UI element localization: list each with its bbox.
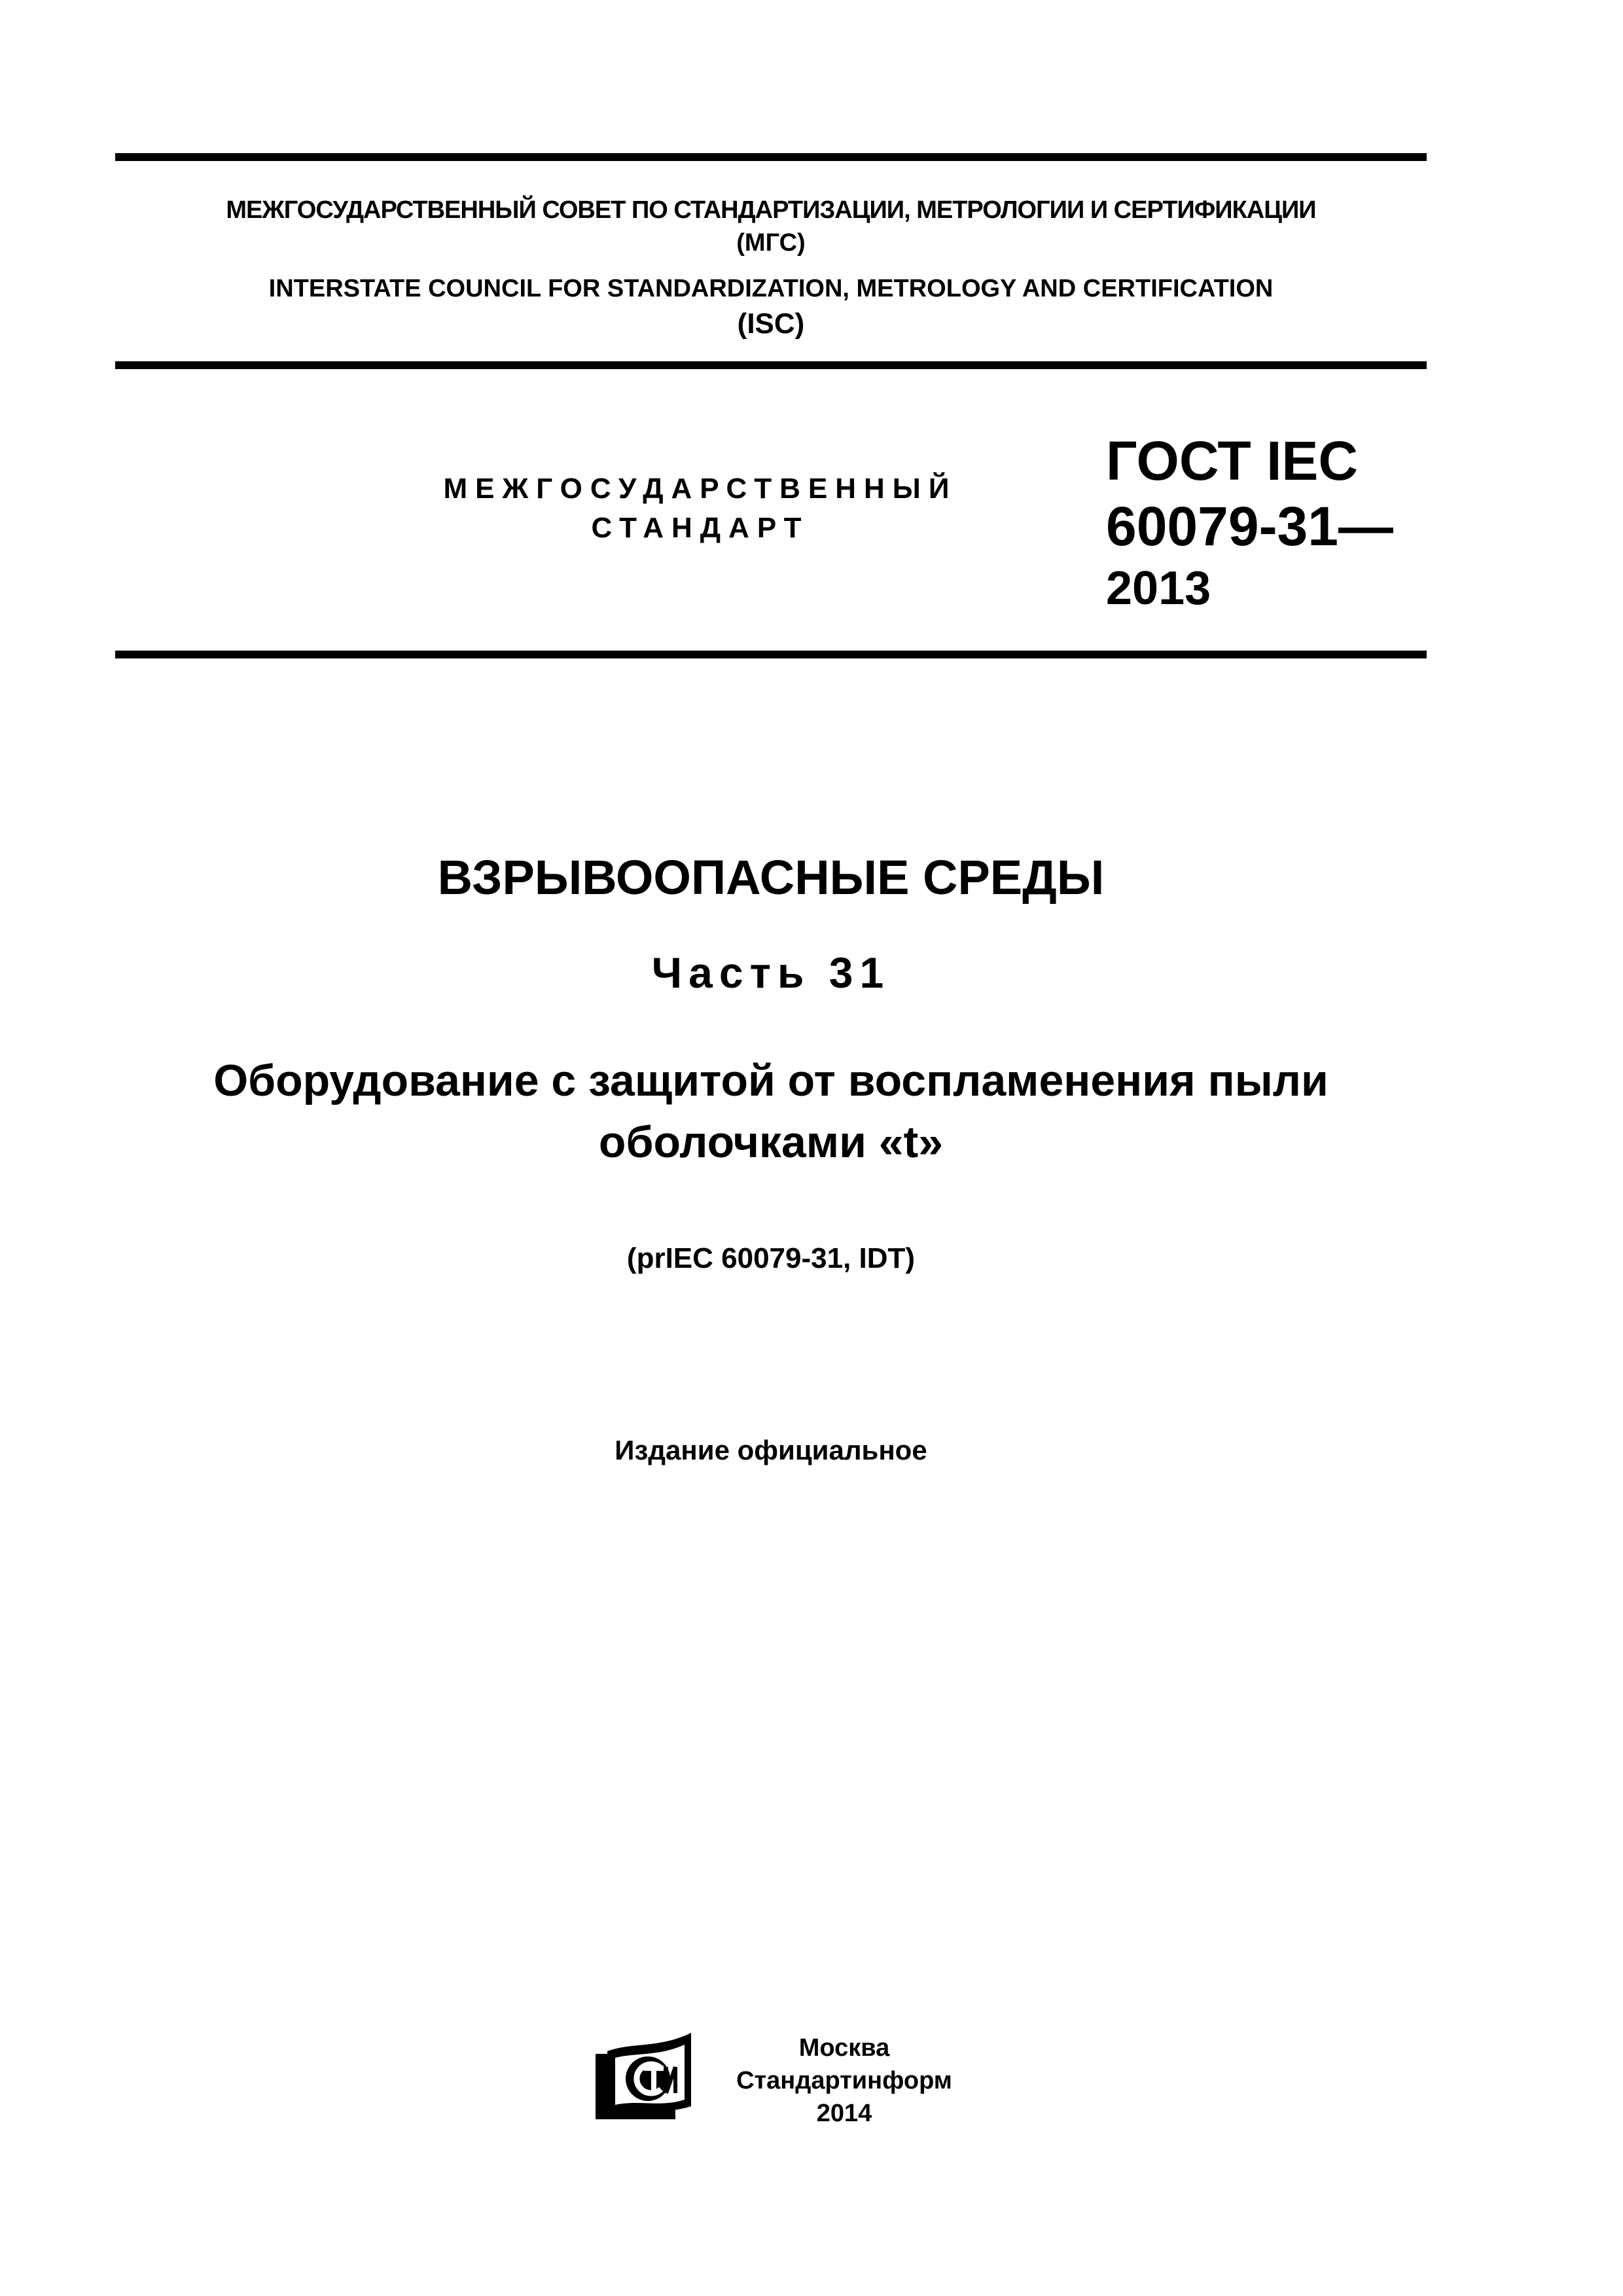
imprint-publisher: Стандартинформ (736, 2067, 952, 2094)
council-name-en: INTERSTATE COUNCIL FOR STANDARDIZATION, METROLOGY AND CERTIFICATION (268, 275, 1274, 302)
document-subtitle-line2: оболочками «t» (598, 1117, 944, 1167)
header-divider (115, 361, 1427, 369)
council-name-ru: МЕЖГОСУДАРСТВЕННЫЙ СОВЕТ ПО СТАНДАРТИЗАЦИИ, МЕТРОЛОГИИ И СЕРТИФИКАЦИИ (226, 196, 1316, 224)
standard-kind-line1: МЕЖГОСУДАРСТВЕННЫЙ (443, 473, 957, 505)
document-reference: (prIEC 60079-31, IDT) (626, 1242, 916, 1274)
council-abbr-en: (ISC) (737, 308, 805, 340)
standard-kind-line2: СТАНДАРТ (591, 512, 810, 544)
imprint-year: 2014 (816, 2100, 872, 2127)
standard-code-line2: 60079-31— (1106, 495, 1393, 557)
standard-year: 2013 (1106, 562, 1211, 615)
document-subtitle-line1: Оборудование с защитой от воспламенения пыли (213, 1056, 1329, 1105)
top-rule (115, 153, 1427, 161)
standard-code-line1: ГОСТ IEC (1106, 430, 1359, 492)
document-title: ВЗРЫВООПАСНЫЕ СРЕДЫ (437, 850, 1105, 905)
standartinform-logo-icon (593, 2029, 698, 2122)
edition-label: Издание официальное (615, 1435, 927, 1465)
council-abbr-ru: (МГС) (736, 229, 806, 257)
document-part: Часть 31 (651, 948, 891, 997)
standard-divider (115, 651, 1427, 658)
imprint-city: Москва (798, 2034, 890, 2062)
